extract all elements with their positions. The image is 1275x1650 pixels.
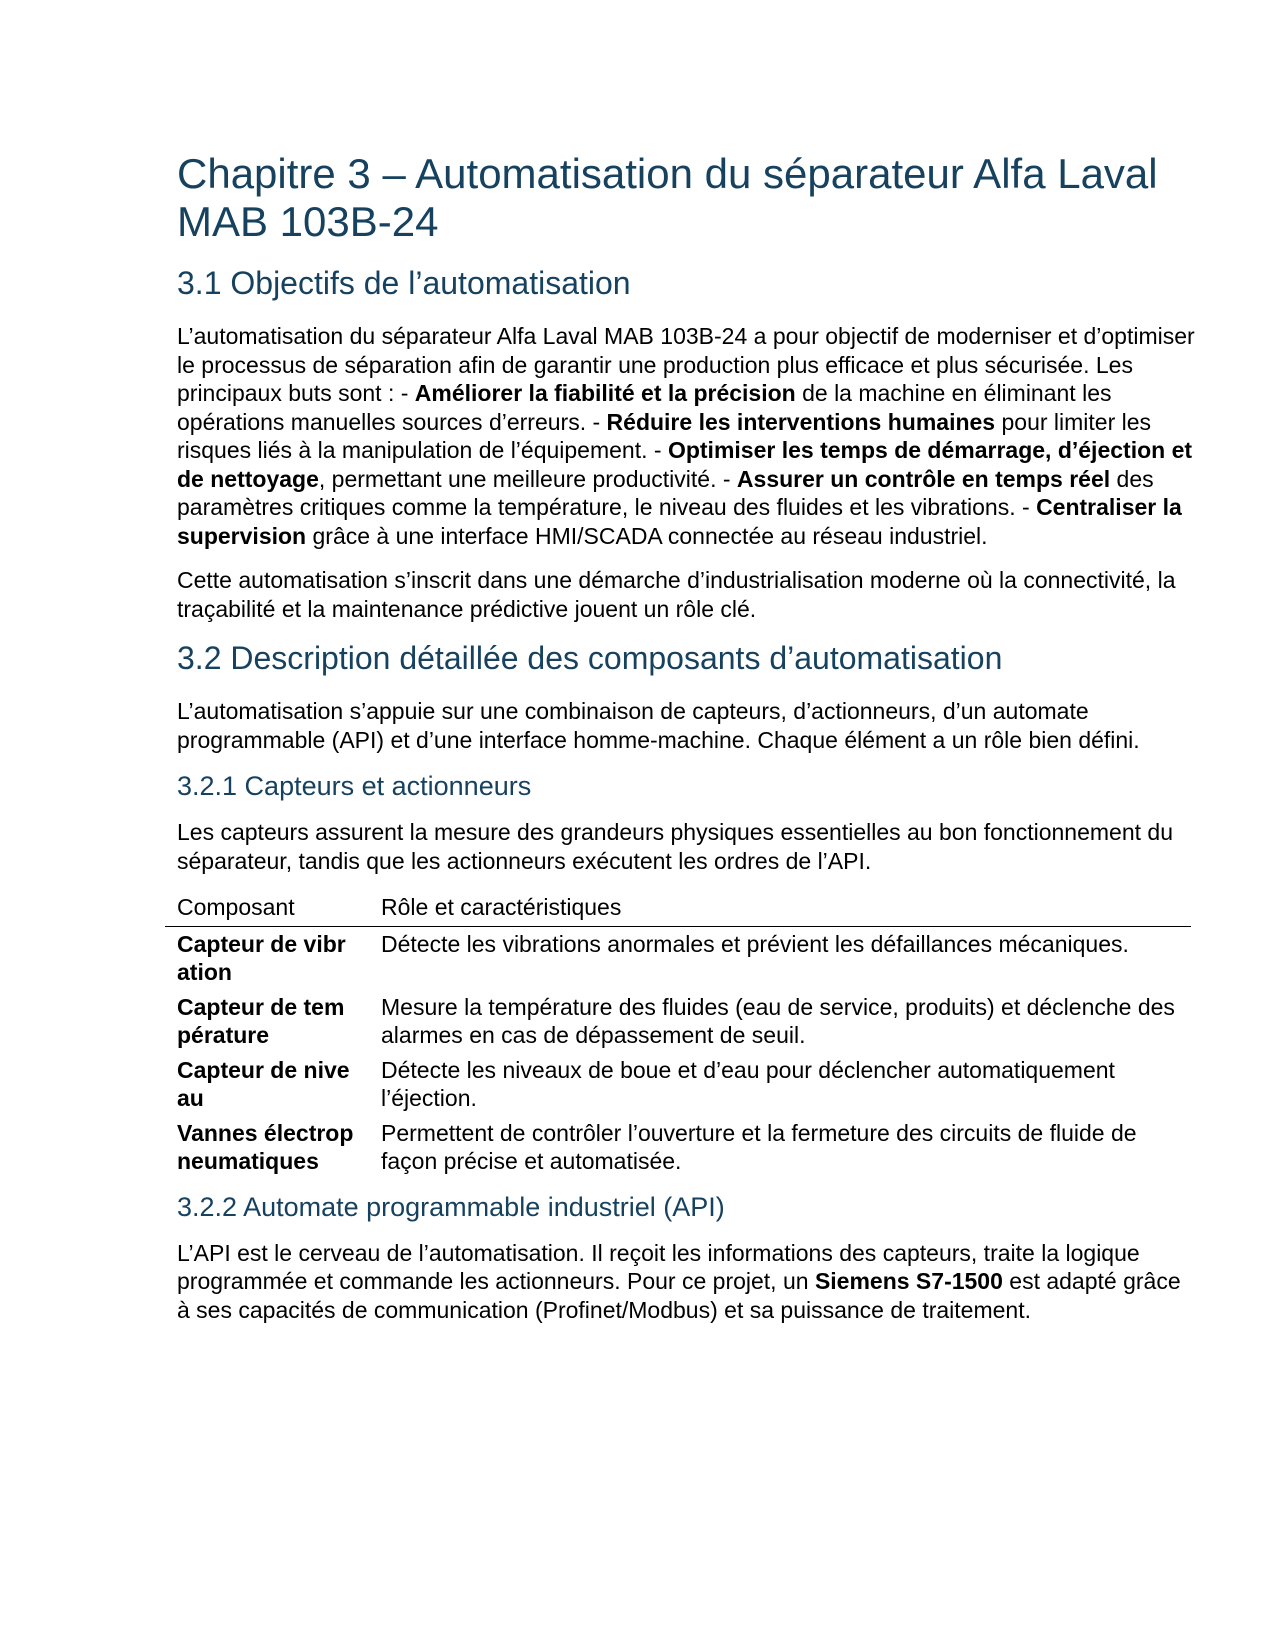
table-row [165,990,1191,1053]
objective-optimize-times: Optimiser les temps de démarrage, d’éjection et de nettoyage [177,437,1193,492]
table-cell-component: Capteur de température [177,993,345,1048]
industrialisation-paragraph: Cette automatisation s’inscrit dans une démarche d’industrialisation moderne où la connectivité, la traçabilité et la maintenance prédictive jouent un rôle clé. [177,567,1176,622]
table-cell-component: Capteur de niveau [177,1056,350,1111]
table-cell-role: Détecte les vibrations anormales et prévient les défaillances mécaniques. [381,930,1129,957]
objectives-text-2: de la machine en éliminant les opérations manuelles sources d’erreurs. - [177,380,1112,435]
table-header-row [165,891,1191,926]
table-header-component: Composant [165,891,369,926]
objective-reduce-interventions: Réduire les interventions humaines [606,408,996,435]
table-cell-role: Permettent de contrôler l’ouverture et la fermeture des circuits de fluide de façon précise et automatisée. [381,1119,1137,1174]
plc-text-2: est adapté grâce à ses capacités de communication (Profinet/Modbus) et sa puissance de traitement. [177,1268,1181,1323]
document-page [177,150,1197,1340]
objectives-paragraph [177,322,1197,550]
objectives-text-1: L’automatisation du séparateur Alfa Laval MAB 103B-24 a pour objectif de moderniser et d’optimiser le processus de séparation afin de garantir une production plus efficace et plus sécurisée. Les principaux buts sont : - [177,323,1195,406]
objectives-text-3: pour limiter les risques liés à la manipulation de l’équipement. - [177,408,1152,463]
table-cell-component: Vannes électropneumatiques [177,1119,354,1174]
components-table [165,891,1191,1179]
table-cell-role: Détecte les niveaux de boue et d’eau pour déclencher automatiquement l’éjection. [381,1056,1115,1111]
plc-paragraph [177,1239,1197,1325]
components-intro-paragraph: L’automatisation s’appuie sur une combinaison de capteurs, d’actionneurs, d’un automate programmable (API) et d’une interface homme-machine. Chaque élément a un rôle bien défini. [177,698,1140,753]
objective-centralize-supervision: Centraliser la supervision [177,494,1182,549]
table-cell-component: Capteur de vibration [177,930,346,985]
chapter-title: Chapitre 3 – Automatisation du séparateur Alfa Laval MAB 103B-24 [177,150,1158,245]
section-heading-3-1: 3.1 Objectifs de l’automatisation [177,265,631,301]
objectives-text-5: des paramètres critiques comme la température, le niveau des fluides et les vibrations. - [177,465,1154,520]
table-row [165,1053,1191,1116]
sensors-intro-paragraph: Les capteurs assurent la mesure des grandeurs physiques essentielles au bon fonctionnement du séparateur, tandis que les actionneurs exécutent les ordres de l’API. [177,819,1173,874]
objective-realtime-control: Assurer un contrôle en temps réel [736,465,1111,492]
table-header-role: Rôle et caractéristiques [369,891,1191,926]
section-heading-3-2-1: 3.2.1 Capteurs et actionneurs [177,771,532,801]
table-row [165,926,1191,990]
table-cell-role: Mesure la température des fluides (eau de service, produits) et déclenche des alarmes en cas de dépassement de seuil. [381,993,1175,1048]
plc-model: Siemens S7-1500 [814,1268,1003,1294]
section-heading-3-2: 3.2 Description détaillée des composants d’automatisation [177,640,1003,676]
section-heading-3-2-2: 3.2.2 Automate programmable industriel (API) [177,1191,725,1222]
objectives-text-6: grâce à une interface HMI/SCADA connectée au réseau industriel. [306,522,988,549]
table-row [165,1116,1191,1179]
plc-text-1: L’API est le cerveau de l’automatisation. Il reçoit les informations des capteurs, traite la logique programmée et commande les actionneurs. Pour ce projet, un [177,1239,1140,1294]
objectives-text-4: , permettant une meilleure productivité. - [318,465,737,492]
objective-reliability: Améliorer la fiabilité et la précision [414,380,796,406]
